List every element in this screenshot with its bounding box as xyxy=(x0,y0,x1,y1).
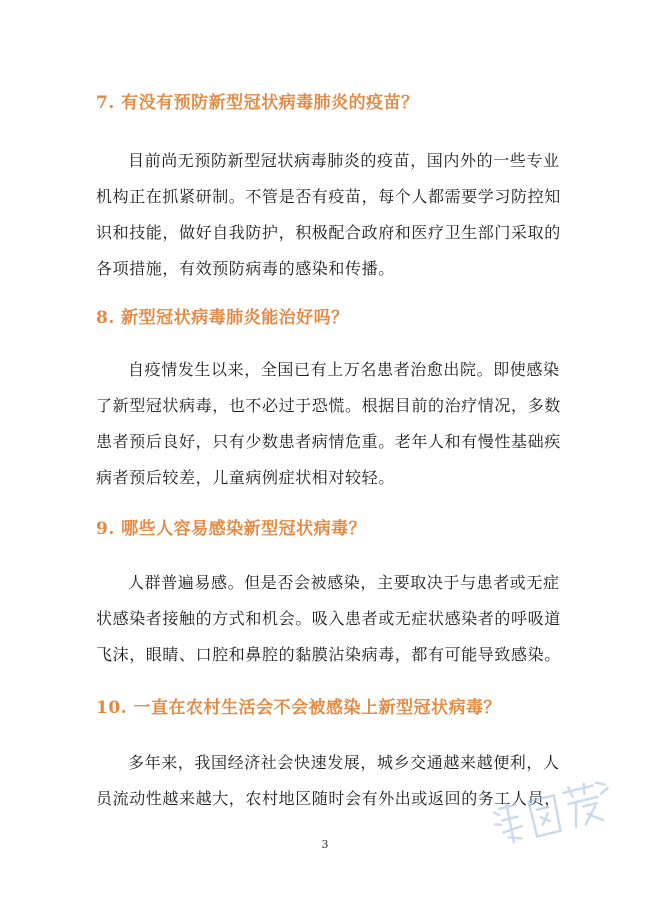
paragraph-answer-7 xyxy=(96,143,561,287)
heading-question-8: 8. 新型冠状病毒肺炎能治好吗？ xyxy=(96,308,349,328)
paragraph-line: 机构正在抓紧研制。不管是否有疫苗，每个人都需要学习防控知 xyxy=(96,187,561,206)
heading-question-10: 10. 一直在农村生活会不会被感染上新型冠状病毒？ xyxy=(96,698,501,718)
paragraph-line: 飞沫，眼睛、口腔和鼻腔的黏膜沾染病毒，都有可能导致感染。 xyxy=(96,645,561,664)
heading-question-7: 7. 有没有预防新型冠状病毒肺炎的疫苗？ xyxy=(96,93,419,113)
paragraph-line: 员流动性越来越大，农村地区随时会有外出或返回的务工人员， xyxy=(96,789,561,808)
page-number: 3 xyxy=(321,838,329,851)
paragraph-line: 人群普遍易感。但是否会被感染，主要取决于与患者或无症 xyxy=(128,573,560,592)
heading-question-9: 9. 哪些人容易感染新型冠状病毒？ xyxy=(96,519,367,539)
paragraph-answer-8 xyxy=(96,352,561,496)
paragraph-line: 识和技能，做好自我防护，积极配合政府和医疗卫生部门采取的 xyxy=(96,223,561,242)
paragraph-line: 目前尚无预防新型冠状病毒肺炎的疫苗，国内外的一些专业 xyxy=(128,151,560,170)
paragraph-line: 病者预后较差，儿童病例症状相对较轻。 xyxy=(96,468,395,487)
paragraph-line: 患者预后良好，只有少数患者病情危重。老年人和有慢性基础疾 xyxy=(96,432,561,451)
paragraph-line: 状感染者接触的方式和机会。吸入患者或无症状感染者的呼吸道 xyxy=(96,609,561,628)
paragraph-answer-9 xyxy=(96,565,561,673)
paragraph-line: 各项措施，有效预防病毒的感染和传播。 xyxy=(96,259,395,278)
paragraph-line: 了新型冠状病毒，也不必过于恐慌。根据目前的治疗情况，多数 xyxy=(96,396,561,415)
paragraph-line: 多年来，我国经济社会快速发展，城乡交通越来越便利，人 xyxy=(128,753,560,772)
paragraph-line: 自疫情发生以来，全国已有上万名患者治愈出院。即使感染 xyxy=(128,360,560,379)
